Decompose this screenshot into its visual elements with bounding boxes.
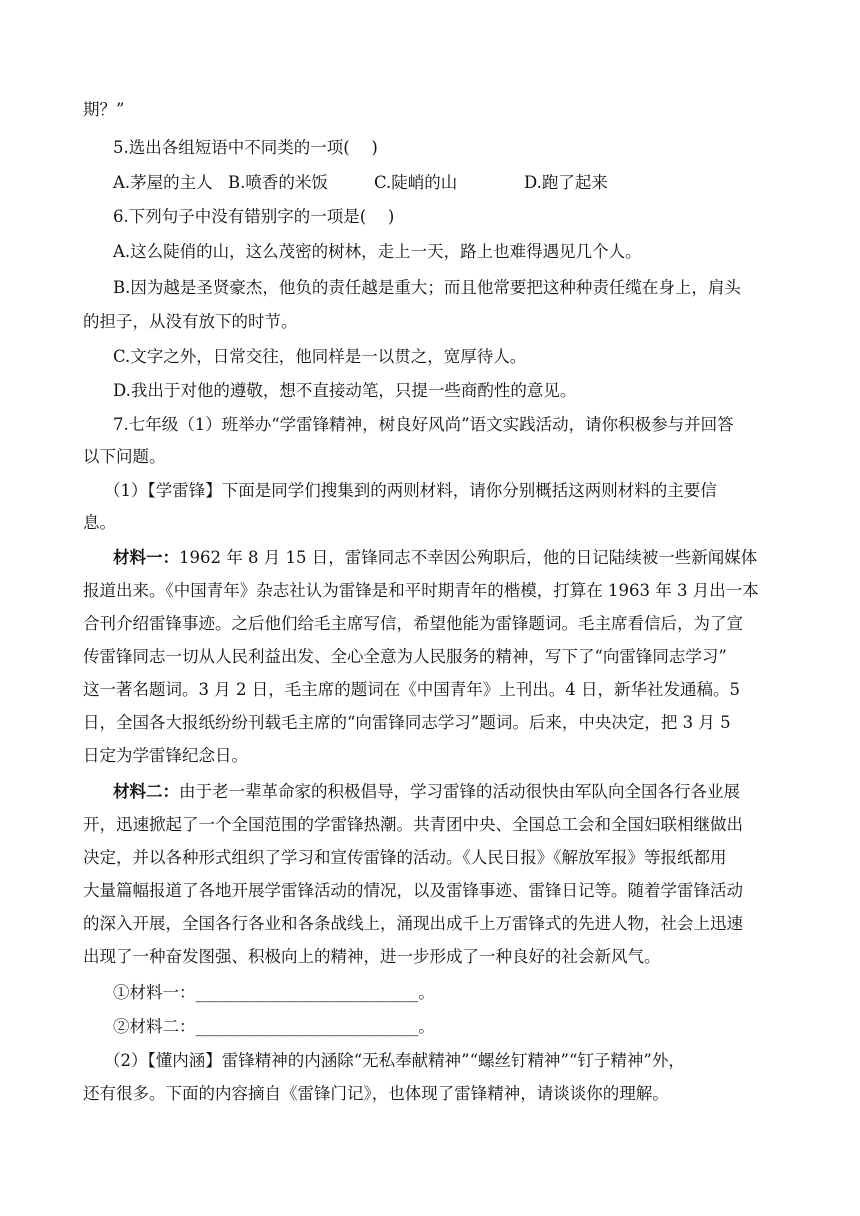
material-2-first-line: 材料二：由于老一辈革命家的积极倡导，学习雷锋的活动很快由军队向全国各行各业展 bbox=[113, 782, 740, 801]
text-line: 大量篇幅报道了各地开展学雷锋活动的情况，以及雷锋事迹、雷锋日记等。随着学雷锋活动 bbox=[83, 881, 743, 900]
text-line: 日定为学雷锋纪念日。 bbox=[83, 746, 248, 765]
text-line: 出现了一种奋发图强、积极向上的精神，进一步形成了一种良好的社会新风气。 bbox=[83, 947, 661, 966]
question-5: 5.选出各组短语中不同类的一项( ) bbox=[113, 138, 378, 157]
text-line: 这一著名题词。3 月 2 日，毛主席的题词在《中国青年》上刊出。4 日，新华社发通稿。5 bbox=[83, 680, 740, 699]
option-c: C.陡峭的山 bbox=[374, 173, 458, 192]
question-6: 6.下列句子中没有错别字的一项是( ) bbox=[113, 207, 395, 226]
text-line: 合刊介绍雷锋事迹。之后他们给毛主席写信，希望他能为雷锋题词。毛主席看信后，为了宣 bbox=[83, 614, 743, 633]
text-line: 决定，并以各种形式组织了学习和宣传雷锋的活动。《人民日报》《解放军报》等报纸都用 bbox=[83, 848, 727, 867]
option-b: B.喷香的米饭 bbox=[228, 173, 328, 192]
text-line: 日，全国各大报纸纷纷刊载毛主席的“向雷锋同志学习”题词。后来，中央决定，把 3 月 5 bbox=[83, 713, 731, 732]
subquestion-2: （2）【懂内涵】雷锋精神的内涵除“无私奉献精神”“螺丝钉精神”“钉子精神”外， bbox=[104, 1051, 685, 1070]
answer-material-1: ①材料一：___________________________。 bbox=[113, 983, 435, 1002]
material-2-label: 材料二： bbox=[113, 782, 179, 801]
material-1-label: 材料一： bbox=[113, 548, 179, 567]
text-line: 还有很多。下面的内容摘自《雷锋门记》，也体现了雷锋精神，请谈谈你的理解。 bbox=[83, 1084, 669, 1103]
question-5-options bbox=[113, 172, 608, 194]
text-line: 息。 bbox=[83, 513, 116, 532]
text-line: 报道出来。《中国青年》杂志社认为雷锋是和平时期青年的楷模，打算在 1963 年 3 月出一本 bbox=[83, 581, 759, 600]
option-d: D.跑了起来 bbox=[524, 173, 608, 192]
text-line: 的深入开展，全国各行各业和各条战线上，涌现出成千上万雷锋式的先进人物，社会上迅速 bbox=[83, 914, 743, 933]
option-a-text: A.这么陡俏的山，这么茂密的树林，走上一天，路上也难得遇见几个人。 bbox=[113, 242, 642, 261]
option-d-text: D.我出于对他的遵敬，想不直接动笔，只提一些商酌性的意见。 bbox=[113, 381, 577, 400]
option-c-text: C.文字之外，日常交往，他同样是一以贯之，宽厚待人。 bbox=[113, 347, 527, 366]
option-b-text: B.因为越是圣贤豪杰，他负的责任越是重大；而且他常要把这种种责任缆在身上，肩头 bbox=[113, 278, 741, 297]
text-line: 的担子，从没有放下的时节。 bbox=[83, 312, 298, 331]
text-line: 以下问题。 bbox=[83, 447, 166, 466]
text-line: 开，迅速掀起了一个全国范围的学雷锋热潮。共青团中央、全国总工会和全国妇联相继做出 bbox=[83, 815, 743, 834]
subquestion-1: （1）【学雷锋】下面是同学们搜集到的两则材料，请你分别概括这两则材料的主要信 bbox=[104, 481, 717, 500]
material-1-first-line: 材料一：1962 年 8 月 15 日，雷锋同志不幸因公殉职后，他的日记陆续被一些新闻媒体 bbox=[113, 548, 758, 567]
answer-material-2: ②材料二：___________________________。 bbox=[113, 1017, 435, 1036]
text-line: 期？” bbox=[83, 100, 125, 119]
question-7: 7.七年级（1）班举办“学雷锋精神，树良好风尚”语文实践活动，请你积极参与并回答 bbox=[113, 415, 734, 434]
option-a: A.茅屋的主人 bbox=[113, 173, 213, 192]
text-line: 传雷锋同志一切从人民利益出发、全心全意为人民服务的精神，写下了“向雷锋同志学习” bbox=[83, 647, 727, 666]
